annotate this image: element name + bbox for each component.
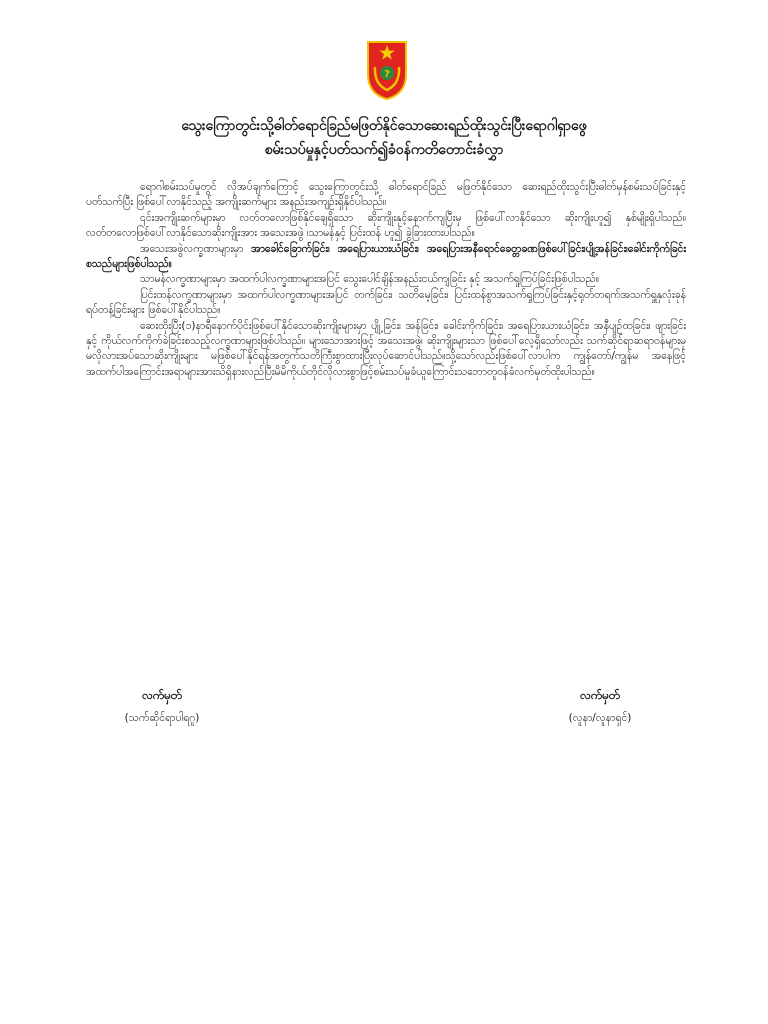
military-emblem-icon	[366, 40, 408, 100]
paragraph-severe-symptoms: ပြင်းထန်လက္ခဏာများမှာ အထက်ပါလက္ခဏာများအပြင် တက်ခြင်း၊ သတိမေ့ခြင်း၊ ပြင်းထန်စွာအသက်ရှုကြပ်ခြင်းနှင့်ရုတ်တရက်အသက်ရှူနှလုံးခုန်ရပ်တန့်ခြင်းများ ဖြစ်ပေါ်နိုင်ပါသည်။	[86, 288, 686, 317]
paragraph-delayed-effects: ဆေးထိုးပြီး(၁)နာရီနောက်ပိုင်းဖြစ်ပေါ်နိုင်သောဆိုးကျိုးများမှာ ပျို့ခြင်း၊ အန်ခြင်း၊ ခေါင်းကိုက်ခြင်း၊ အရေပြားယားယံခြင်း၊ အနီပျဉ်ထခြင်း၊ ဖျားခြင်းနှင့် ကိုယ်လက်ကိုက်ခဲခြင်းစသည့်လက္ခဏာများဖြစ်ပါသည်။ များသောအားဖြင့် အသေးအဖွဲ၊ ဆိုးကျိုးများသာ ဖြစ်ပေါ်လေ့ရှိသော်လည်း သက်ဆိုင်ရာဆရာဝန်များမှ မလိုလားအပ်သောဆိုးကျိုးများ မဖြစ်ပေါ်နိုင်ရန်အတွက်သတိကြီးစွာထားပြီးလုပ်ဆောင်ပါသည်။သို့သော်လည်းဖြစ်ပေါ်လာပါက ကျွန်တော်/ကျွန်မ အနေဖြင့်အထက်ပါအကြောင်းအရာများအားသိရှိနားလည်ပြီးမိမိကိုယ်တိုင်လိုလားစွာဖြင့်စမ်းသပ်မှုခံယူကြောင်းသဘောတူဝန်ခံလက်မှတ်ထိုးပါသည်။	[86, 319, 686, 378]
signature-block-patient	[500, 686, 700, 727]
paragraph-moderate-symptoms: သာမန်လက္ခဏာများမှာ အထက်ပါလက္ခဏာများအပြင် သွေးပေါင်ချိန်အနည်းငယ်ကျခြင်း နှင့် အသက်ရှုကြပ်ခြင်းဖြစ်ပါသည်။	[140, 273, 599, 286]
signature-role: (သက်ဆိုင်ရာပါရဂူ)	[124, 712, 200, 724]
signature-label: လက်မှတ်	[142, 688, 182, 702]
paragraph-minor-symptoms	[86, 242, 686, 273]
emblem-mark: ?	[384, 69, 390, 80]
document-title	[40, 114, 728, 162]
paragraph-intro: ရောဂါစမ်းသပ်မှုတွင် လိုအပ်ချက်ကြောင့် သွေးကြောတွင်းသို့ ဓါတ်ရောင်ခြည် မဖြတ်နိုင်သော ဆေးရည်ထိုးသွင်းပြီးဓါတ်မှန်စမ်းသပ်ခြင်းနှင့်ပတ်သက်ပြီး ဖြစ်ပေါ်လာနိုင်သည့် အကျိုးဆက်များ အနည်းအကျဉ်းရှိနိုင်ပါသည်။	[86, 181, 686, 209]
paragraph-side-effect-types: ၎င်းအကျိုးဆက်များမှာ လတ်တလောဖြစ်နိုင်ချေရှိသော ဆိုးကျိုးနှင့်နောက်ကျပြီးမှ ဖြစ်ပေါ်လာနိုင်သော ဆိုးကျိုးဟူ၍ နှစ်မျိုးရှိပါသည်။ လတ်တလောဖြစ်ပေါ်လာနိုင်သောဆိုးကျိုးအား အသေးအဖွဲ ၊သာမန်နှင့် ပြင်းထန် ဟူ၍ ခွဲခြားထားပါသည်။	[86, 211, 686, 240]
minor-symptoms-list: အာခေါင်ခြောက်ခြင်း၊ အရေပြားယားယံခြင်း၊ အရေပြားအနီရောင်ခေတ္တခဏဖြစ်ပေါ်ခြင်း၊ပျို့အန်ခြင်း၊ခေါင်းကိုက်ခြင်း စသည်များဖြစ်ပါသည်။	[86, 242, 686, 271]
signature-label: လက်မှတ်	[580, 688, 620, 702]
consent-body	[86, 180, 686, 380]
title-line-2: စမ်းသပ်မှုနှင့်ပတ်သက်၍ခံဝန်ကတိတောင်းခံလွှာ	[264, 142, 504, 158]
signature-role: (လူနာ/လူနာရှင်)	[568, 712, 632, 724]
signature-block-specialist	[62, 686, 262, 727]
title-line-1: သွေးကြောတွင်းသို့ဓါတ်ရောင်ခြည်မဖြတ်နိုင်သောဆေးရည်ထိုးသွင်းပြီးရောဂါရှာဖွေ	[181, 118, 587, 134]
minor-symptoms-lead: အသေးအဖွဲလက္ခဏာများမှာ	[140, 242, 251, 255]
